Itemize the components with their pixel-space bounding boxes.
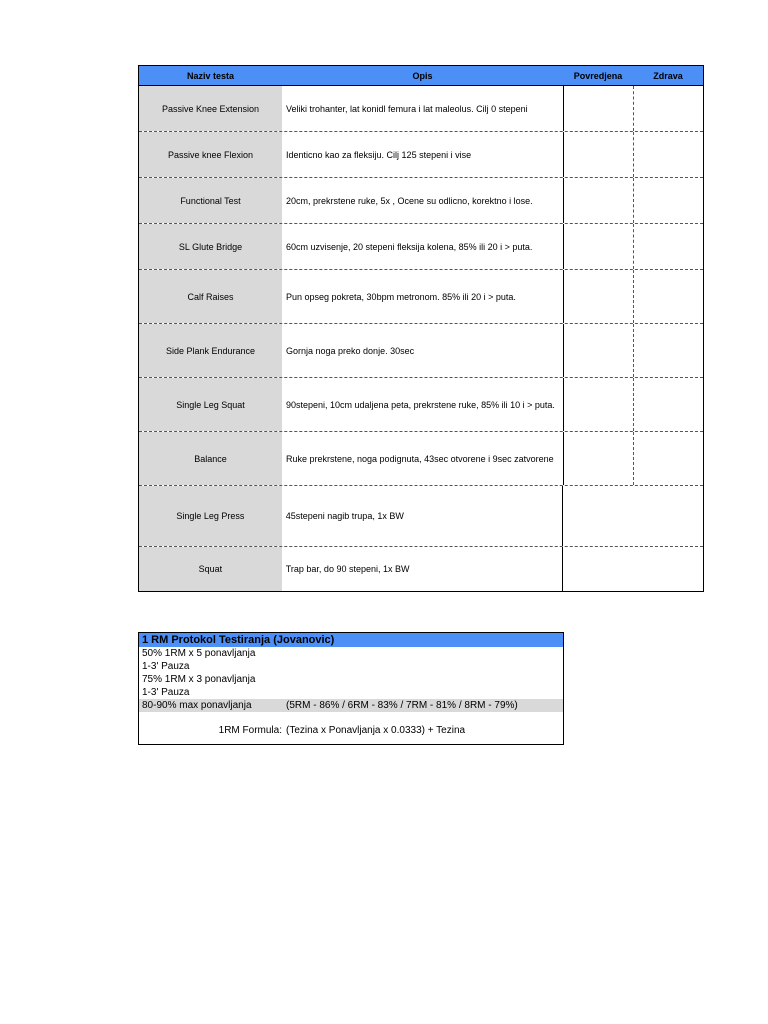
test-name: SL Glute Bridge [139, 224, 282, 269]
table-row [139, 224, 703, 270]
test-name: Calf Raises [139, 270, 282, 323]
formula-row [139, 724, 563, 737]
test-description: Pun opseg pokreta, 30bpm metronom. 85% ili 20 i > puta. [286, 291, 516, 302]
test-name: Single Leg Press [139, 486, 282, 546]
test-description: Gornja noga preko donje. 30sec [286, 345, 415, 356]
healthy-cell[interactable] [633, 178, 703, 223]
max-reps-row [139, 699, 563, 712]
table-row [139, 432, 703, 486]
test-name: Functional Test [139, 178, 282, 223]
table-row [139, 486, 703, 547]
test-description: 90stepeni, 10cm udaljena peta, prekrstene ruke, 85% ili 10 i > puta. [286, 399, 555, 410]
healthy-cell[interactable] [633, 378, 703, 431]
header-name: Naziv testa [186, 70, 235, 81]
table-header [139, 66, 703, 86]
test-name: Side Plank Endurance [139, 324, 282, 377]
table-row [139, 324, 703, 378]
injured-cell[interactable] [563, 378, 633, 431]
header-healthy: Zdrava [653, 70, 683, 81]
max-reps-detail: (5RM - 86% / 6RM - 83% / 7RM - 81% / 8RM - 79%) [286, 700, 518, 711]
healthy-cell[interactable] [633, 432, 703, 485]
result-cell[interactable] [562, 547, 703, 591]
test-description: Veliki trohanter, lat konidl femura i lat maleolus. Cilj 0 stepeni [286, 103, 528, 114]
spacer [139, 712, 563, 724]
table-row [139, 378, 703, 432]
protocol-step: 1-3' Pauza [142, 687, 190, 698]
table-row [139, 86, 703, 132]
test-name: Passive knee Flexion [139, 132, 282, 177]
injured-cell[interactable] [563, 132, 633, 177]
healthy-cell[interactable] [633, 270, 703, 323]
protocol-step: 1-3' Pauza [142, 661, 190, 672]
injured-cell[interactable] [563, 224, 633, 269]
test-name: Passive Knee Extension [139, 86, 282, 131]
injured-cell[interactable] [563, 324, 633, 377]
test-description: 20cm, prekrstene ruke, 5x , Ocene su odlicno, korektno i lose. [286, 195, 533, 206]
injured-cell[interactable] [563, 178, 633, 223]
protocol-step: 50% 1RM x 5 ponavljanja [142, 648, 256, 659]
healthy-cell[interactable] [633, 324, 703, 377]
table-row [139, 178, 703, 224]
formula-text: (Tezina x Ponavljanja x 0.0333) + Tezina [286, 725, 466, 736]
rm-protocol-title: 1 RM Protokol Testiranja (Jovanovic) [139, 633, 563, 647]
table-row [139, 270, 703, 324]
test-description: Ruke prekrstene, noga podignuta, 43sec otvorene i 9sec zatvorene [286, 453, 554, 464]
test-description: 60cm uzvisenje, 20 stepeni fleksija kolena, 85% ili 20 i > puta. [286, 241, 533, 252]
table-row [139, 132, 703, 178]
test-name: Single Leg Squat [139, 378, 282, 431]
injured-cell[interactable] [563, 86, 633, 131]
max-reps-label: 80-90% max ponavljanja [142, 700, 252, 711]
formula-label: 1RM Formula: [218, 725, 282, 736]
test-name: Squat [139, 547, 282, 591]
test-description: Trap bar, do 90 stepeni, 1x BW [285, 564, 410, 574]
header-injured: Povredjena [573, 70, 623, 81]
rm-protocol-box [138, 632, 564, 745]
injured-cell[interactable] [563, 432, 633, 485]
header-description: Opis [412, 70, 433, 81]
healthy-cell[interactable] [633, 132, 703, 177]
table-row [139, 547, 703, 591]
healthy-cell[interactable] [633, 224, 703, 269]
test-description: Identicno kao za fleksiju. Cilj 125 stepeni i vise [286, 149, 472, 160]
protocol-step: 75% 1RM x 3 ponavljanja [142, 674, 256, 685]
test-description: 45stepeni nagib trupa, 1x BW [285, 511, 404, 521]
healthy-cell[interactable] [633, 86, 703, 131]
test-name: Balance [139, 432, 282, 485]
injured-cell[interactable] [563, 270, 633, 323]
tests-table [138, 65, 704, 592]
result-cell[interactable] [562, 486, 703, 546]
